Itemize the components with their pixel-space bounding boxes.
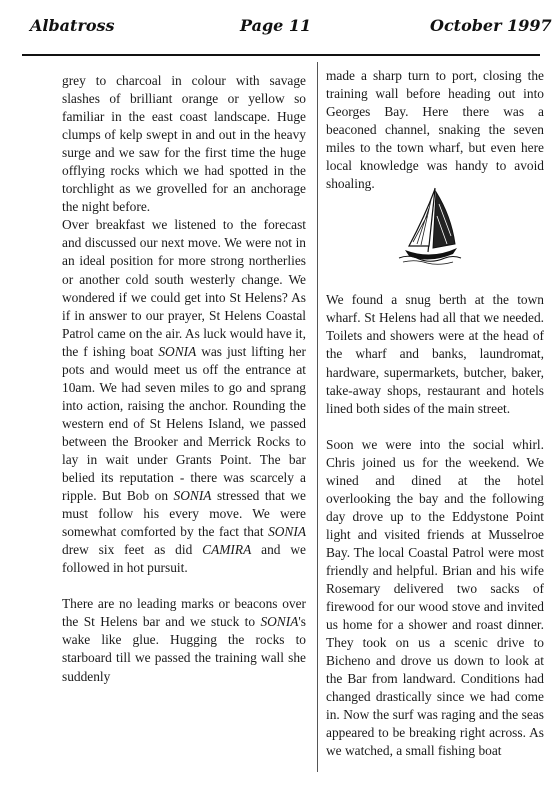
- newsletter-title: Albatross: [30, 16, 115, 35]
- boat-name: SONIA: [268, 524, 306, 540]
- column-divider: [317, 62, 318, 772]
- paragraph-berth: We found a snug berth at the town wharf. St Helens had all that we needed. Toilets and showers were at the head of the wharf and banks, laundromat, hardware, supermarkets, butcher, baker, take-away shops, restaurant and hotels lined both sides of the main street.: [326, 292, 544, 416]
- boat-name: CAMIRA: [202, 542, 252, 558]
- boat-name: SONIA: [173, 488, 212, 504]
- page-number: Page 11: [240, 16, 312, 35]
- paragraph-channel: made a sharp turn to port, closing the training wall before heading out into Georges Bay. Here there was a beaconed channel, snaking the seven miles to the town wharf, but even here local knowledge was handy to avoid shoaling.: [326, 68, 544, 192]
- left-column: [62, 72, 306, 686]
- paragraph-rocks: grey to charcoal in colour with savage slashes of brilliant orange or yellow so familiar in the east coast landscape. Huge clumps of kelp swept in and out in the heavy surge and we saw for the first time the huge offlying rocks which we had spotted in the torchlight as we grovelled for an anchorage the night before.: [62, 73, 306, 215]
- sailboat-icon: [395, 186, 465, 266]
- paragraph-bar: There are no leading marks or beacons over the St Helens bar and we stuck to SONIA's wake like glue. Hugging the rocks to starboard till we passed the training wall she suddenly: [62, 596, 306, 684]
- header-rule: [22, 54, 540, 56]
- paragraph-social: Soon we were into the social whirl. Chris joined us for the weekend. We wined and dined at the hotel overlooking the bay and the following day drove up to the Eddystone Point light and visited friends at Musselroe Bay. The local Coastal Patrol were most friendly and helpful. Brian and his wife Rosemary delivered two sacks of firewood for our wood stove and invited us home for a shower and roast dinner. They took on us a scenic drive to Bicheno and drove us down to look at the Bar from landward. Conditions had changed drastically since we had come in. Now the surf was raging and the seas appeared to be breaking right across. As we watched, a small fishing boat: [326, 436, 544, 759]
- issue-date: October 1997: [430, 16, 552, 35]
- right-column: [326, 67, 544, 761]
- page-header: [0, 14, 553, 44]
- boat-name: SONIA: [260, 614, 299, 630]
- boat-name: SONIA: [158, 343, 197, 359]
- paragraph-breakfast: Over breakfast we listened to the forecast and discussed our next move. We were not in an ideal position for more strong northerlies or another cold south westerly change. We wondered if we could get into St Helens? As if in answer to our prayer, St Helens Coastal Patrol came on the air. As luck would have it, the f ishing boat SONIA was just lifting her pots and would meet us off the entrance at 10am. We had seven miles to go and sprang into action, raising the anchor. Rounding the western end of St Helens Island, we passed between the Brooker and Merrick Rocks to lay in wait under Grants Point. The bar belied its reputation - there was scarcely a ripple. But Bob on SONIA stressed that we must follow his every move. We were somewhat comforted by the fact that SONIA drew six feet as did CAMIRA and we followed in hot pursuit.: [62, 217, 306, 576]
